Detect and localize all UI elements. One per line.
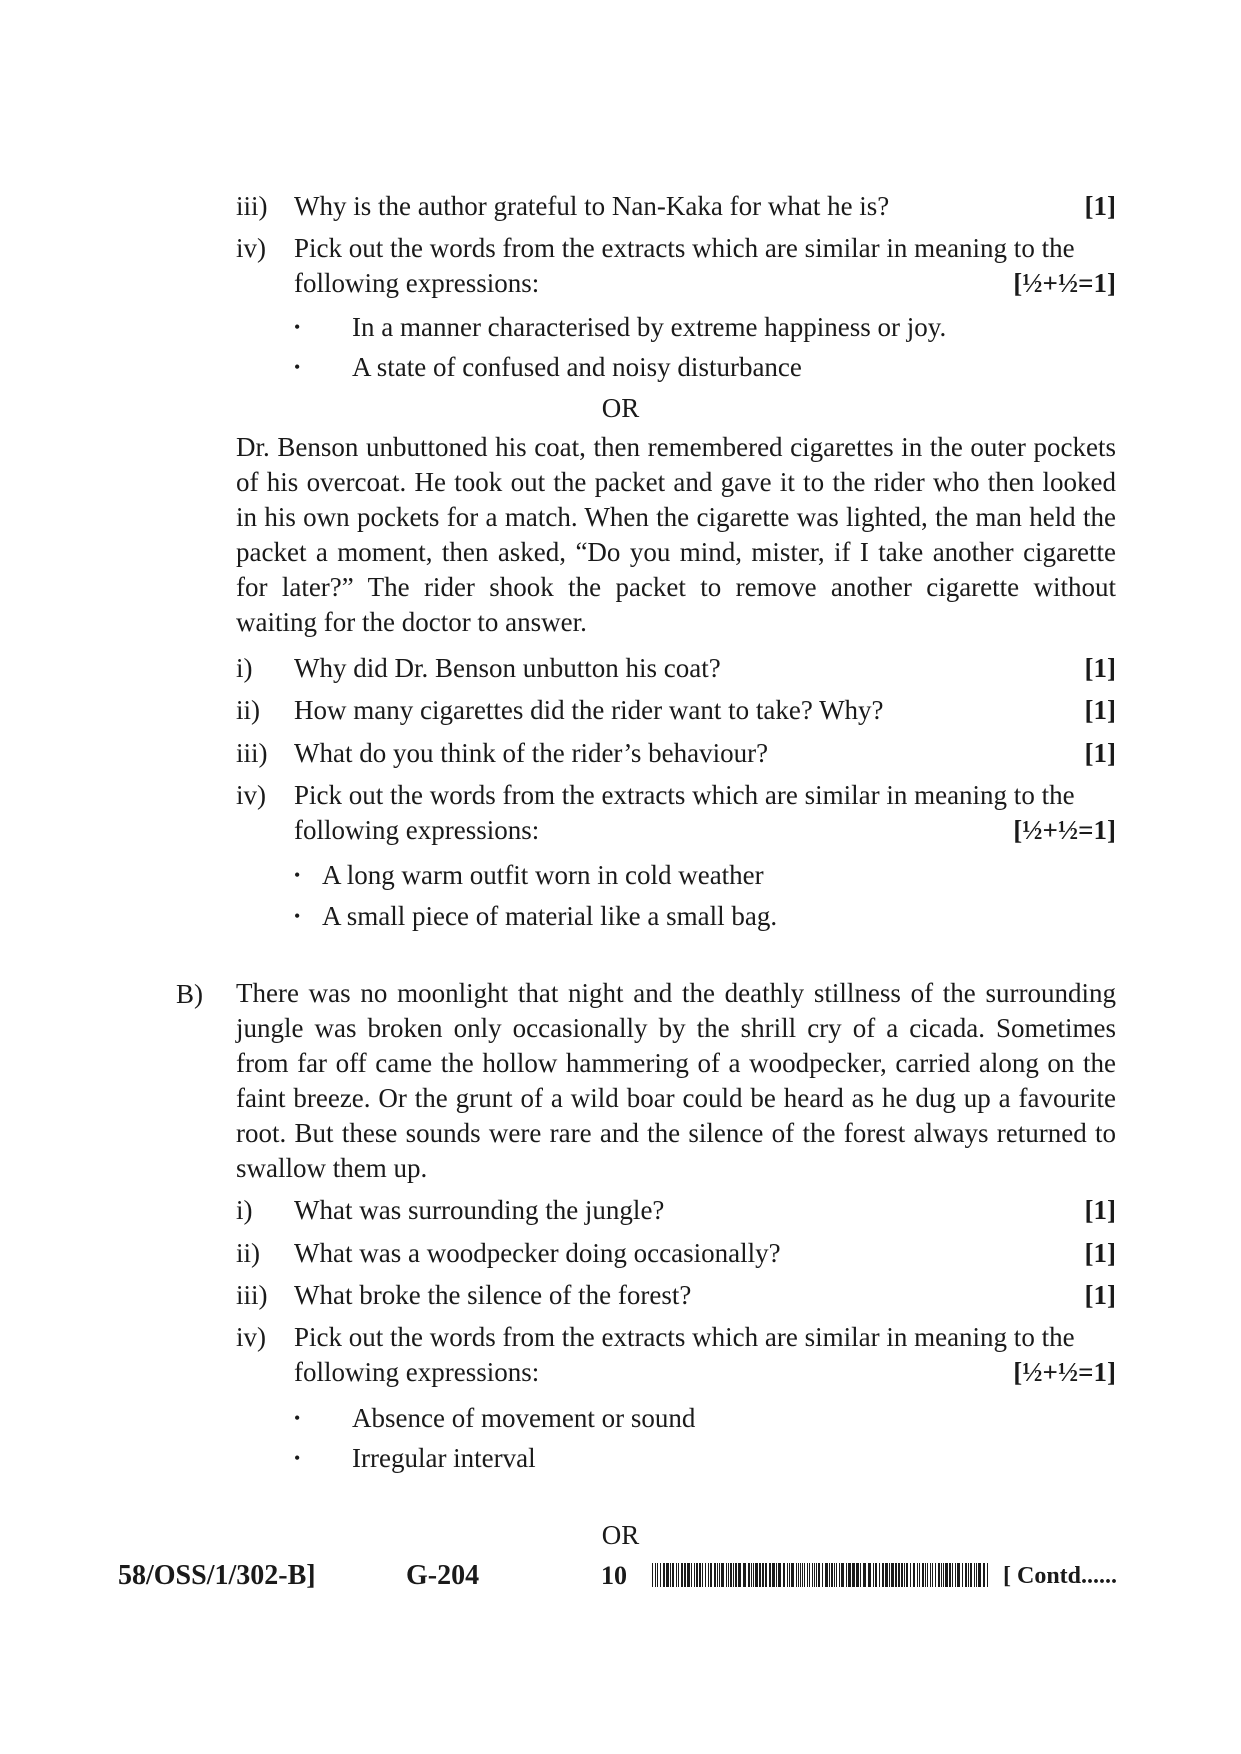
or-divider: OR bbox=[601, 393, 640, 423]
question-text: How many cigarettes did the rider want to take? Why? bbox=[294, 695, 884, 725]
bullet-icon: • bbox=[294, 317, 301, 337]
barcode-bar bbox=[796, 1563, 797, 1587]
barcode-bar bbox=[666, 1563, 669, 1587]
question-number: i) bbox=[236, 653, 253, 683]
question-a1-iii bbox=[236, 188, 1116, 224]
barcode-bar bbox=[816, 1563, 817, 1587]
marks: [1] bbox=[1084, 1238, 1116, 1268]
barcode-bar bbox=[860, 1563, 861, 1587]
question-b-iv bbox=[236, 1319, 1116, 1391]
question-number: ii) bbox=[236, 1238, 260, 1268]
barcode-bar bbox=[974, 1563, 975, 1587]
series-code: G-204 bbox=[406, 1560, 480, 1591]
barcode-bar bbox=[735, 1563, 737, 1587]
barcode-bar bbox=[719, 1563, 720, 1587]
question-text: Why did Dr. Benson unbutton his coat? bbox=[294, 653, 721, 683]
marks: [1] bbox=[1084, 695, 1116, 725]
marks: [1] bbox=[1084, 1280, 1116, 1310]
barcode-bar bbox=[846, 1563, 847, 1587]
barcode-bar bbox=[932, 1563, 933, 1587]
question-text: Why is the author grateful to Nan-Kaka for what he is? bbox=[294, 191, 890, 221]
page-number: 10 bbox=[601, 1561, 627, 1590]
barcode-bar bbox=[910, 1563, 911, 1587]
question-text-line1: Pick out the words from the extracts which are similar in meaning to the bbox=[294, 233, 1075, 263]
bullet-icon: • bbox=[294, 865, 301, 885]
barcode-bar bbox=[882, 1563, 884, 1587]
contd-label: [ Contd...... bbox=[1003, 1563, 1118, 1589]
question-text: What broke the silence of the forest? bbox=[294, 1280, 692, 1310]
barcode-bar bbox=[901, 1563, 903, 1587]
barcode-bar bbox=[839, 1563, 840, 1587]
barcode-bar bbox=[791, 1563, 794, 1587]
barcode-bar bbox=[652, 1563, 653, 1587]
barcode-bar bbox=[694, 1563, 695, 1587]
barcode-bar bbox=[941, 1563, 942, 1587]
barcode-bar bbox=[962, 1563, 963, 1587]
bullet-text: A small piece of material like a small bag. bbox=[322, 901, 778, 931]
bullet-text: Irregular interval bbox=[352, 1443, 536, 1473]
barcode-bar bbox=[879, 1563, 880, 1587]
barcode-bar bbox=[852, 1563, 855, 1587]
barcode-bar bbox=[655, 1563, 656, 1587]
barcode-bar bbox=[738, 1563, 741, 1587]
barcode-bar bbox=[955, 1563, 956, 1587]
barcode-bar bbox=[670, 1563, 671, 1587]
marks: [1] bbox=[1084, 1195, 1116, 1225]
barcode-bar bbox=[873, 1563, 874, 1587]
barcode-bar bbox=[728, 1563, 729, 1587]
barcode-bar bbox=[676, 1563, 677, 1587]
bullet-icon: • bbox=[294, 1448, 301, 1468]
barcode-bar bbox=[748, 1563, 750, 1587]
question-number: ii) bbox=[236, 695, 260, 725]
question-number: iv) bbox=[236, 780, 266, 810]
barcode-bar bbox=[856, 1563, 859, 1587]
barcode-bar bbox=[978, 1563, 981, 1587]
question-number: i) bbox=[236, 1195, 253, 1225]
barcode-bar bbox=[917, 1563, 918, 1587]
barcode-bar bbox=[769, 1563, 771, 1587]
barcode-bar bbox=[660, 1563, 661, 1587]
barcode-bar bbox=[965, 1563, 967, 1587]
question-a2-iv bbox=[236, 777, 1116, 849]
barcode-bar bbox=[691, 1563, 692, 1587]
barcode-bar bbox=[829, 1563, 830, 1587]
question-text-line2: following expressions: bbox=[294, 1357, 540, 1387]
barcode-bar bbox=[762, 1563, 764, 1587]
barcode-bar bbox=[930, 1563, 931, 1587]
barcode-bar bbox=[802, 1563, 803, 1587]
barcode-bar bbox=[925, 1563, 926, 1587]
barcode-bar bbox=[834, 1563, 835, 1587]
question-number: iv) bbox=[236, 1322, 266, 1352]
barcode-bar bbox=[710, 1563, 712, 1587]
barcode-bar bbox=[848, 1563, 851, 1587]
barcode-bar bbox=[976, 1563, 977, 1587]
barcode-bar bbox=[804, 1563, 805, 1587]
question-number: iii) bbox=[236, 1280, 268, 1310]
barcode-bar bbox=[800, 1563, 801, 1587]
barcode-bar bbox=[755, 1563, 758, 1587]
barcode-bar bbox=[809, 1563, 810, 1587]
barcode-bar bbox=[818, 1563, 820, 1587]
question-text: What do you think of the rider’s behaviour? bbox=[294, 738, 769, 768]
barcode-bar bbox=[772, 1563, 775, 1587]
barcode-bar bbox=[841, 1563, 844, 1587]
barcode-bar bbox=[678, 1563, 679, 1587]
paper-code: 58/OSS/1/302-B] bbox=[118, 1560, 316, 1591]
question-b-i bbox=[236, 1192, 1116, 1228]
barcode-bar bbox=[922, 1563, 924, 1587]
barcode-bar bbox=[789, 1563, 790, 1587]
barcode-bar bbox=[949, 1563, 951, 1587]
barcode-bar bbox=[751, 1563, 752, 1587]
barcode-bar bbox=[663, 1563, 665, 1587]
barcode-bar bbox=[875, 1563, 877, 1587]
barcode-bar bbox=[812, 1563, 813, 1587]
question-b-iii bbox=[236, 1277, 1116, 1313]
barcode-bar bbox=[807, 1563, 808, 1587]
question-text: What was a woodpecker doing occasionally? bbox=[294, 1238, 781, 1268]
barcode-bar bbox=[684, 1563, 686, 1587]
marks: [½+½=1] bbox=[1013, 268, 1116, 298]
barcode-bar bbox=[863, 1563, 866, 1587]
barcode-bar bbox=[938, 1563, 940, 1587]
barcode-bar bbox=[681, 1563, 683, 1587]
barcode-bar bbox=[970, 1563, 972, 1587]
barcode-bar bbox=[822, 1563, 823, 1587]
barcode-bar bbox=[885, 1563, 888, 1587]
barcode-bar bbox=[952, 1563, 953, 1587]
barcode-bar bbox=[696, 1563, 698, 1587]
passage-a2: Dr. Benson unbuttoned his coat, then remembered cigarettes in the outer pockets of his overcoat. He took out the packet and gave it to the rider who then looked in his own pockets for a match. When the cigarette was lighted, the man held the packet a moment, then asked, “Do you mind, mister, if I take another cigarette for later?” The rider shook the packet to remove another cigarette without waiting for the doctor to answer. bbox=[236, 432, 1116, 637]
barcode-bar bbox=[783, 1563, 785, 1587]
barcode-bar bbox=[798, 1563, 799, 1587]
barcode-bar bbox=[814, 1563, 815, 1587]
barcode-bar bbox=[889, 1563, 890, 1587]
question-number: iii) bbox=[236, 738, 268, 768]
barcode-bar bbox=[776, 1563, 777, 1587]
question-a1-iv bbox=[236, 230, 1116, 302]
barcode-bar bbox=[759, 1563, 761, 1587]
barcode-bar bbox=[904, 1563, 905, 1587]
passage-b: There was no moonlight that night and the deathly stillness of the surrounding jungle was broken only occasionally by the shrill cry of a cicada. Sometimes from far off came the hollow hammering of a woodpecker, carried along on the faint breeze. Or the grunt of a wild boar could be heard as he dug up a favourite root. But these sounds were rare and the silence of the forest always returned to swallow them up. bbox=[236, 978, 1116, 1183]
barcode-bar bbox=[943, 1563, 944, 1587]
barcode-bar bbox=[743, 1563, 746, 1587]
barcode-bar bbox=[787, 1563, 788, 1587]
marks: [½+½=1] bbox=[1013, 1357, 1116, 1387]
barcode-bar bbox=[919, 1563, 920, 1587]
bullet-text: A state of confused and noisy disturbance bbox=[352, 352, 802, 382]
barcode-bar bbox=[721, 1563, 724, 1587]
barcode-bar bbox=[891, 1563, 894, 1587]
bullet-text: A long warm outfit worn in cold weather bbox=[322, 860, 764, 890]
barcode-bar bbox=[825, 1563, 828, 1587]
barcode-bar bbox=[906, 1563, 908, 1587]
barcode-bar bbox=[657, 1563, 658, 1587]
barcode-bar bbox=[702, 1563, 703, 1587]
barcode-bar bbox=[672, 1563, 674, 1587]
question-a2-ii bbox=[236, 692, 1116, 728]
barcode-bar bbox=[765, 1563, 767, 1587]
barcode-bar bbox=[913, 1563, 915, 1587]
barcode-bar bbox=[868, 1563, 871, 1587]
barcode-bar bbox=[983, 1563, 985, 1587]
question-text-line2: following expressions: bbox=[294, 268, 540, 298]
barcode-bar bbox=[895, 1563, 897, 1587]
bullet-icon: • bbox=[294, 357, 301, 377]
barcode-bar bbox=[687, 1563, 690, 1587]
bullet-icon: • bbox=[294, 1408, 301, 1428]
barcode-bar bbox=[717, 1563, 718, 1587]
section-label: B) bbox=[176, 979, 203, 1009]
barcode bbox=[652, 1563, 990, 1587]
question-a2-iii bbox=[236, 735, 1116, 771]
barcode-bar bbox=[957, 1563, 960, 1587]
question-text-line1: Pick out the words from the extracts which are similar in meaning to the bbox=[294, 1322, 1075, 1352]
barcode-bar bbox=[945, 1563, 948, 1587]
barcode-bar bbox=[708, 1563, 709, 1587]
barcode-bar bbox=[898, 1563, 900, 1587]
bullet-text: Absence of movement or sound bbox=[352, 1403, 696, 1433]
question-text-line2: following expressions: bbox=[294, 815, 540, 845]
barcode-bar bbox=[726, 1563, 727, 1587]
barcode-bar bbox=[733, 1563, 734, 1587]
barcode-bar bbox=[987, 1563, 988, 1587]
barcode-bar bbox=[836, 1563, 837, 1587]
bullet-text: In a manner characterised by extreme happiness or joy. bbox=[352, 312, 947, 342]
question-b-ii bbox=[236, 1235, 1116, 1271]
question-number: iv) bbox=[236, 233, 266, 263]
barcode-bar bbox=[714, 1563, 716, 1587]
marks: [1] bbox=[1084, 191, 1116, 221]
barcode-bar bbox=[778, 1563, 781, 1587]
question-a2-i bbox=[236, 650, 1116, 686]
marks: [1] bbox=[1084, 653, 1116, 683]
question-text: What was surrounding the jungle? bbox=[294, 1195, 665, 1225]
barcode-bar bbox=[831, 1563, 833, 1587]
question-text-line1: Pick out the words from the extracts which are similar in meaning to the bbox=[294, 780, 1075, 810]
barcode-bar bbox=[705, 1563, 706, 1587]
barcode-bar bbox=[968, 1563, 969, 1587]
barcode-bar bbox=[730, 1563, 732, 1587]
or-divider: OR bbox=[601, 1520, 640, 1550]
barcode-bar bbox=[935, 1563, 936, 1587]
barcode-bar bbox=[927, 1563, 928, 1587]
barcode-bar bbox=[753, 1563, 754, 1587]
bullet-icon: • bbox=[294, 906, 301, 926]
barcode-bar bbox=[699, 1563, 701, 1587]
question-number: iii) bbox=[236, 191, 268, 221]
marks: [1] bbox=[1084, 738, 1116, 768]
marks: [½+½=1] bbox=[1013, 815, 1116, 845]
